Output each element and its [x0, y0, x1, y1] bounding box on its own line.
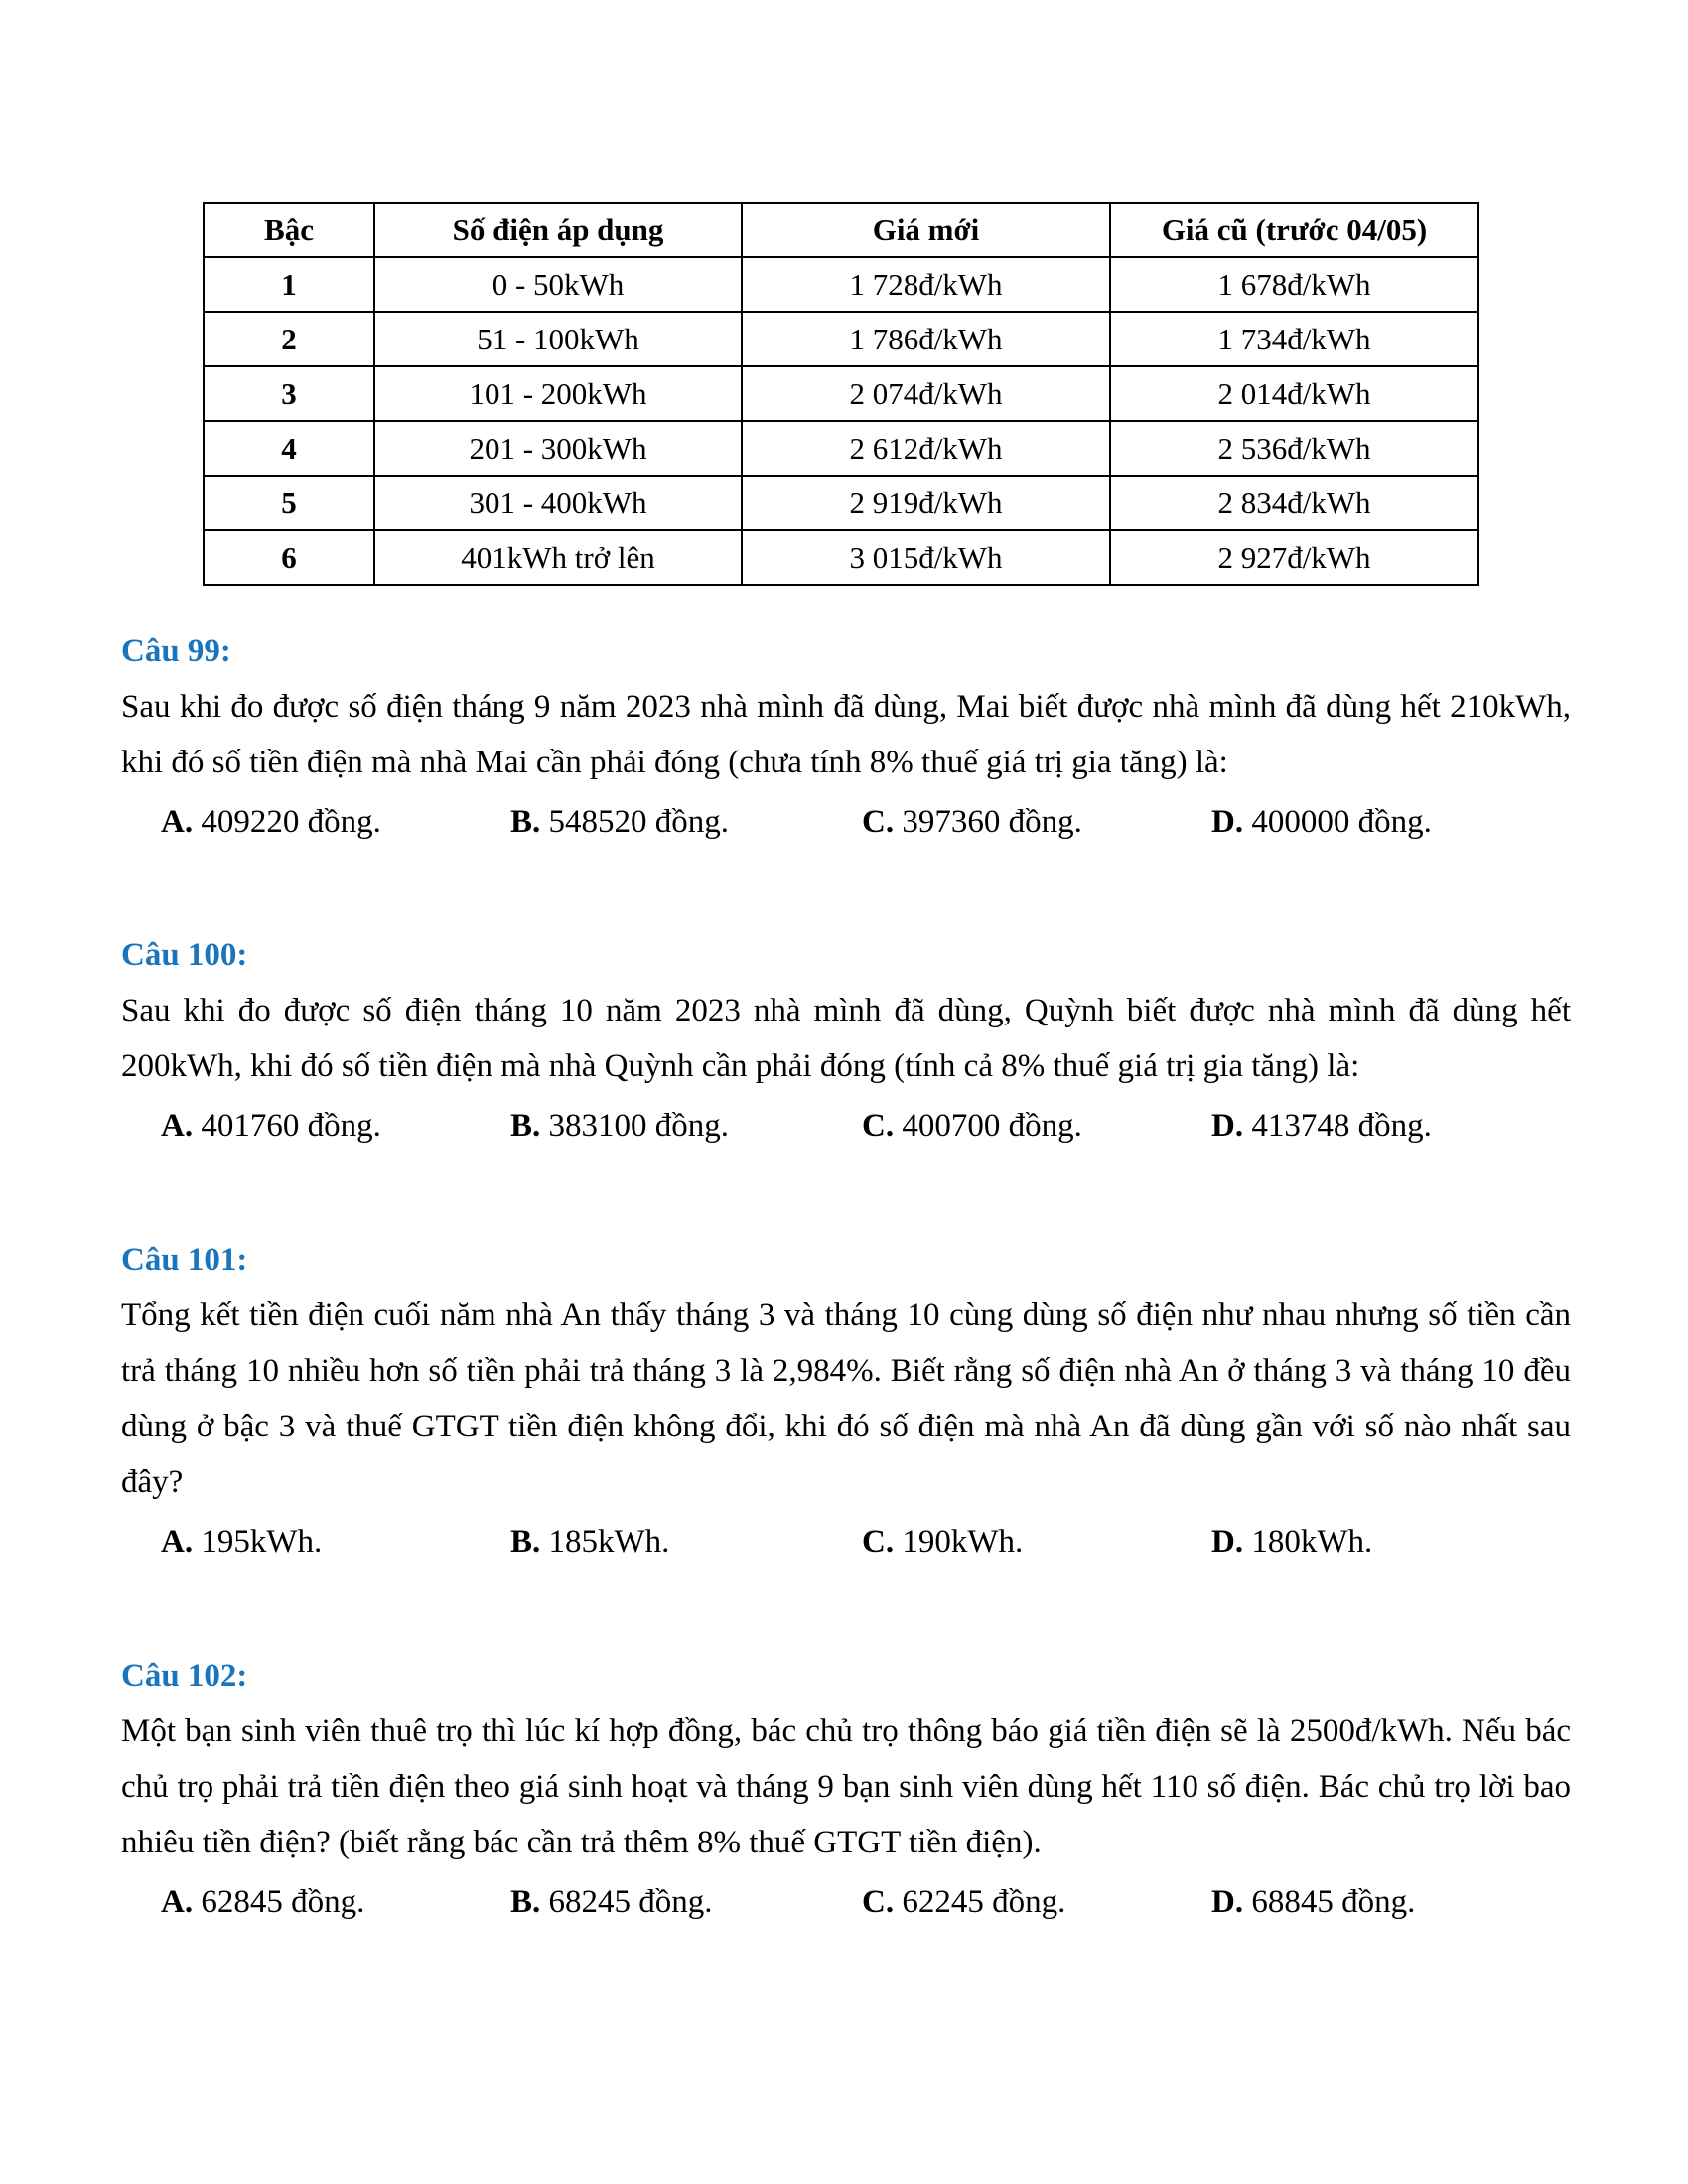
header-usage-range: Số điện áp dụng — [374, 203, 742, 257]
option-b[interactable] — [510, 1514, 669, 1570]
option-label: C. — [862, 1108, 895, 1144]
cell-level: 3 — [204, 366, 374, 421]
cell-old-price: 2 536đ/kWh — [1110, 421, 1478, 476]
answer-options — [121, 1874, 1571, 1930]
cell-usage-range: 201 - 300kWh — [374, 421, 742, 476]
cell-old-price: 1 734đ/kWh — [1110, 312, 1478, 366]
option-label: B. — [510, 1884, 541, 1920]
option-b[interactable] — [510, 794, 729, 850]
question-title: Câu 101: — [121, 1242, 248, 1278]
question-text: Một bạn sinh viên thuê trọ thì lúc kí hợp đồng, bác chủ trọ thông báo giá tiền điện sẽ là 2500đ/kWh. Nếu bác chủ trọ phải trả tiền điện theo giá sinh hoạt và tháng 9 bạn sinh viên dùng hết 110 số điện. Bác chủ trọ lời bao nhiêu tiền điện? (biết rằng bác cần trả thêm 8% thuế GTGT tiền điện). — [121, 1713, 1571, 1860]
header-level: Bậc — [204, 203, 374, 257]
cell-old-price: 2 834đ/kWh — [1110, 476, 1478, 530]
option-text: 401760 đồng. — [193, 1108, 381, 1144]
option-a[interactable] — [161, 1514, 322, 1570]
option-text: 548520 đồng. — [540, 804, 730, 840]
cell-usage-range: 101 - 200kWh — [374, 366, 742, 421]
table-row — [204, 530, 1478, 585]
cell-usage-range: 51 - 100kWh — [374, 312, 742, 366]
cell-new-price: 2 919đ/kWh — [742, 476, 1110, 530]
cell-old-price: 2 927đ/kWh — [1110, 530, 1478, 585]
question-title: Câu 99: — [121, 633, 231, 669]
cell-new-price: 1 786đ/kWh — [742, 312, 1110, 366]
question-title: Câu 100: — [121, 937, 248, 973]
option-d[interactable] — [1211, 1514, 1372, 1570]
answer-options — [121, 794, 1571, 850]
question-101 — [121, 1240, 1571, 1570]
cell-new-price: 3 015đ/kWh — [742, 530, 1110, 585]
option-d[interactable] — [1211, 1874, 1415, 1930]
option-text: 409220 đồng. — [193, 804, 381, 840]
option-d[interactable] — [1211, 1098, 1432, 1154]
option-text: 180kWh. — [1243, 1524, 1373, 1560]
cell-new-price: 2 074đ/kWh — [742, 366, 1110, 421]
cell-new-price: 2 612đ/kWh — [742, 421, 1110, 476]
table-row — [204, 421, 1478, 476]
option-label: A. — [161, 1524, 194, 1560]
option-a[interactable] — [161, 1098, 381, 1154]
option-label: A. — [161, 1108, 194, 1144]
option-text: 185kWh. — [540, 1524, 670, 1560]
option-c[interactable] — [862, 794, 1082, 850]
header-old-price: Giá cũ (trước 04/05) — [1110, 203, 1478, 257]
cell-level: 6 — [204, 530, 374, 585]
option-text: 400700 đồng. — [894, 1108, 1082, 1144]
option-label: C. — [862, 1884, 895, 1920]
table-row — [204, 476, 1478, 530]
option-a[interactable] — [161, 1874, 364, 1930]
option-label: A. — [161, 1884, 194, 1920]
option-c[interactable] — [862, 1874, 1065, 1930]
answer-options — [121, 1098, 1571, 1154]
option-text: 413748 đồng. — [1243, 1108, 1432, 1144]
option-text: 195kWh. — [193, 1524, 323, 1560]
option-text: 397360 đồng. — [894, 804, 1082, 840]
option-label: C. — [862, 804, 895, 840]
electricity-price-table — [203, 202, 1479, 586]
table-row — [204, 366, 1478, 421]
option-text: 68245 đồng. — [540, 1884, 713, 1920]
option-a[interactable] — [161, 794, 381, 850]
option-label: D. — [1211, 1108, 1244, 1144]
option-text: 190kWh. — [894, 1524, 1024, 1560]
question-102 — [121, 1656, 1571, 1930]
option-label: B. — [510, 804, 541, 840]
question-text: Sau khi đo được số điện tháng 10 năm 2023 nhà mình đã dùng, Quỳnh biết được nhà mình đã dùng hết 200kWh, khi đó số tiền điện mà nhà Quỳnh cần phải đóng (tính cả 8% thuế giá trị gia tăng) là: — [121, 993, 1571, 1084]
option-label: B. — [510, 1108, 541, 1144]
cell-old-price: 1 678đ/kWh — [1110, 257, 1478, 312]
option-label: C. — [862, 1524, 895, 1560]
option-b[interactable] — [510, 1098, 729, 1154]
option-label: D. — [1211, 1884, 1244, 1920]
cell-usage-range: 301 - 400kWh — [374, 476, 742, 530]
option-text: 68845 đồng. — [1243, 1884, 1416, 1920]
cell-level: 1 — [204, 257, 374, 312]
cell-level: 2 — [204, 312, 374, 366]
option-text: 62845 đồng. — [193, 1884, 365, 1920]
option-label: A. — [161, 804, 194, 840]
cell-usage-range: 401kWh trở lên — [374, 530, 742, 585]
cell-level: 4 — [204, 421, 374, 476]
table-row — [204, 312, 1478, 366]
option-d[interactable] — [1211, 794, 1432, 850]
cell-new-price: 1 728đ/kWh — [742, 257, 1110, 312]
question-text: Tổng kết tiền điện cuối năm nhà An thấy tháng 3 và tháng 10 cùng dùng số điện như nhau nhưng số tiền cần trả tháng 10 nhiều hơn số tiền phải trả tháng 3 là 2,984%. Biết rằng số điện nhà An ở tháng 3 và tháng 10 đều dùng ở bậc 3 và thuế GTGT tiền điện không đổi, khi đó số điện mà nhà An đã dùng gần với số nào nhất sau đây? — [121, 1297, 1571, 1500]
cell-level: 5 — [204, 476, 374, 530]
header-new-price: Giá mới — [742, 203, 1110, 257]
cell-usage-range: 0 - 50kWh — [374, 257, 742, 312]
option-c[interactable] — [862, 1098, 1082, 1154]
option-label: D. — [1211, 1524, 1244, 1560]
option-b[interactable] — [510, 1874, 713, 1930]
answer-options — [121, 1514, 1571, 1570]
option-label: D. — [1211, 804, 1244, 840]
option-label: B. — [510, 1524, 541, 1560]
option-text: 383100 đồng. — [540, 1108, 730, 1144]
option-text: 62245 đồng. — [894, 1884, 1066, 1920]
question-100 — [121, 935, 1571, 1154]
question-text: Sau khi đo được số điện tháng 9 năm 2023 nhà mình đã dùng, Mai biết được nhà mình đã dùng hết 210kWh, khi đó số tiền điện mà nhà Mai cần phải đóng (chưa tính 8% thuế giá trị gia tăng) là: — [121, 689, 1571, 780]
cell-old-price: 2 014đ/kWh — [1110, 366, 1478, 421]
question-title: Câu 102: — [121, 1658, 248, 1694]
table-header-row — [204, 203, 1478, 257]
option-c[interactable] — [862, 1514, 1023, 1570]
question-99 — [121, 631, 1571, 850]
option-text: 400000 đồng. — [1243, 804, 1432, 840]
table-row — [204, 257, 1478, 312]
